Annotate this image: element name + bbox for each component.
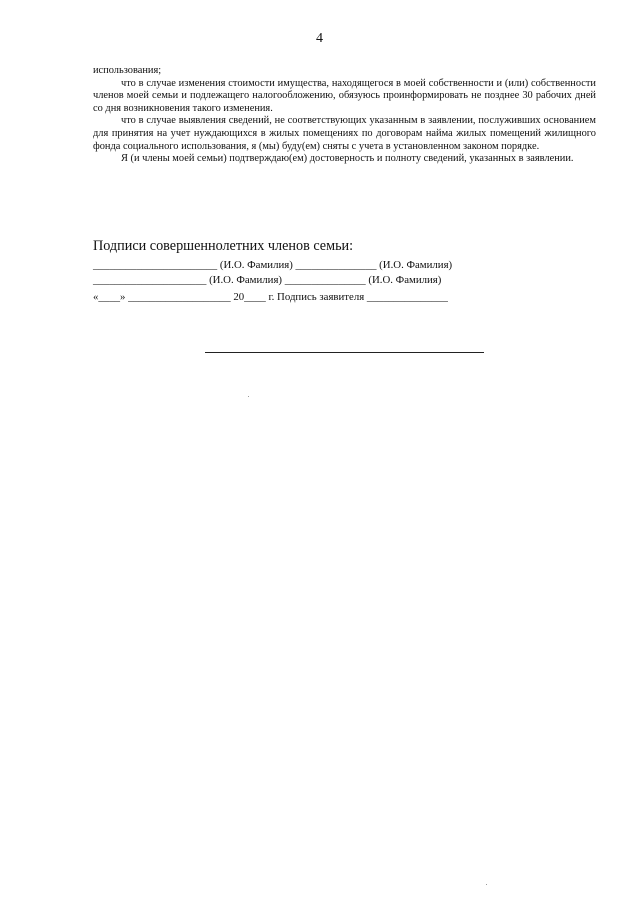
paragraph-continuation: использования; xyxy=(93,65,162,76)
scan-speck xyxy=(248,396,249,397)
statement-text xyxy=(93,65,596,166)
paragraph-confirmation: Я (и члены моей семьи) подтверждаю(ем) достоверность и полноту сведений, указанных в заявлении. xyxy=(121,153,574,165)
closing-rule xyxy=(205,352,484,353)
page-number: 4 xyxy=(316,31,323,46)
signatures-title: Подписи совершеннолетних членов семьи: xyxy=(93,238,354,254)
signature-line-1: _______________________ (И.О. Фамилия) _______________ (И.О. Фамилия) xyxy=(93,259,453,271)
scan-speck xyxy=(486,884,487,885)
date-and-applicant-signature-line: «____» ___________________ 20____ г. Подпись заявителя _______________ xyxy=(93,291,448,303)
paragraph-property-change: что в случае изменения стоимости имущества, находящегося в моей собственности и (или) собственности членов моей семьи и подлежащего налогообложению, обязуюсь проинформировать не позднее 30 рабочих дней со дня возникновения такого изменения. xyxy=(93,77,596,114)
signature-line-2: _____________________ (И.О. Фамилия) _______________ (И.О. Фамилия) xyxy=(93,274,442,286)
paragraph-removal-from-register: что в случае выявления сведений, не соответствующих указанным в заявлении, послуживших основанием для принятия на учет нуждающихся в жилых помещениях по договорам найма жилых помещений жилищного фонда социального использования, я (мы) буду(ем) сняты с учета в установленном законом порядке. xyxy=(93,115,596,152)
